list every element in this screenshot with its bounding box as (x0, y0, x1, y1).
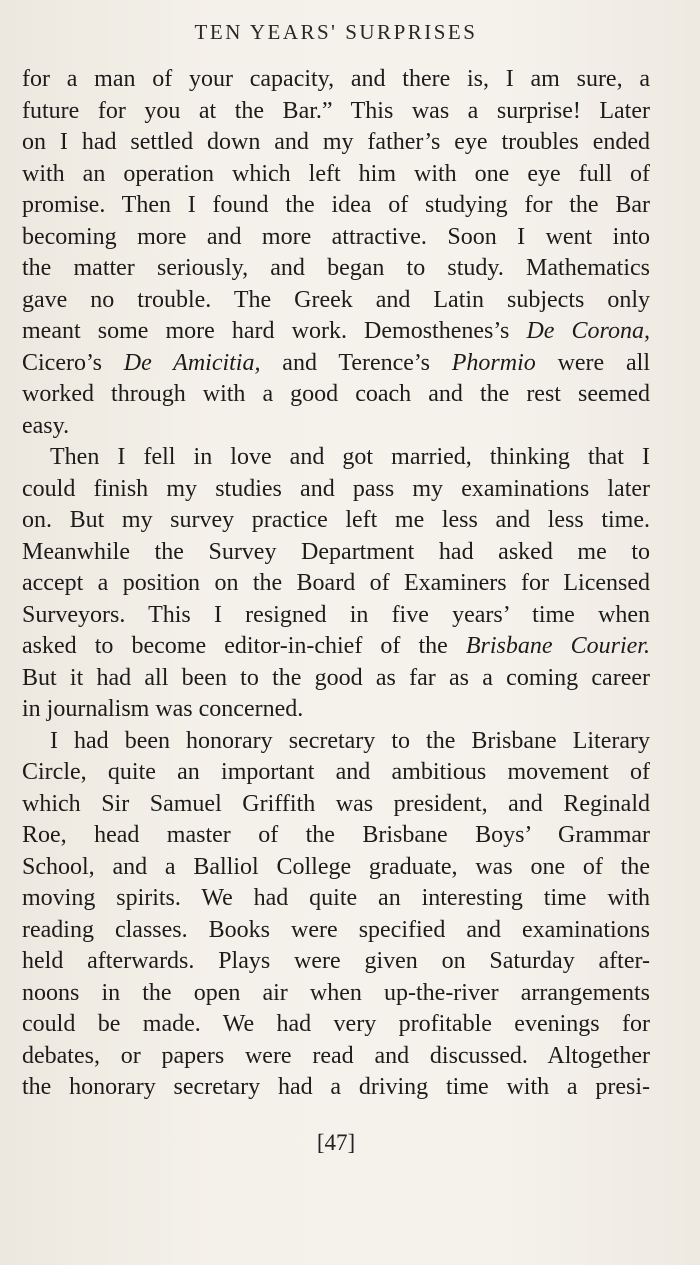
paragraph-1 (22, 64, 650, 442)
text-line: which Sir Samuel Griffith was president, and Reginald (22, 790, 650, 817)
text-line: Then I fell in love and got married, thinking that I (50, 444, 650, 470)
text-line: held afterwards. Plays were given on Saturday after- (22, 948, 650, 974)
text-line: on I had settled down and my father’s eye troubles ended (22, 129, 650, 155)
page-number: [47] (316, 1130, 356, 1155)
text-line: But it had all been to the good as far as a coming career (22, 664, 650, 691)
text-line: with an operation which left him with one eye full of (22, 160, 650, 187)
text-line: future for you at the Bar.” This was a surprise! Later (22, 97, 650, 124)
italic-title: Phormio (451, 349, 536, 376)
text-line: for a man of your capacity, and there is, I am sure, a (22, 66, 650, 92)
text-line: moving spirits. We had quite an interesting time with (22, 885, 650, 911)
text-line: worked through with a good coach and the rest seemed (22, 381, 650, 407)
text-line: Circle, quite an important and ambitious movement of (22, 759, 650, 785)
running-head: TEN YEARS' SURPRISES (194, 20, 478, 44)
text-line: Cicero’s De Amicitia, and Terence’s Phormio were all (22, 349, 650, 376)
text-line: in journalism was concerned. (22, 696, 304, 722)
text-line: Meanwhile the Survey Department had asked me to (22, 538, 650, 565)
text-line: School, and a Balliol College graduate, was one of the (22, 853, 650, 880)
text-line: meant some more hard work. Demosthenes’s De Corona, (22, 318, 650, 344)
italic-title: De Amicitia, (123, 349, 261, 376)
italic-title: Brisbane Courier. (465, 633, 650, 659)
italic-title: De Corona, (526, 318, 650, 344)
text-line: could finish my studies and pass my examinations later (22, 475, 650, 502)
text-line: accept a position on the Board of Examiners for Licensed (22, 570, 650, 596)
text-line: promise. Then I found the idea of studying for the Bar (22, 192, 650, 218)
text-line: asked to become editor-in-chief of the Brisbane Courier. (22, 633, 650, 659)
text-line: easy. (22, 412, 70, 439)
text-line: the honorary secretary had a driving time with a presi- (22, 1074, 650, 1100)
text-line: Roe, head master of the Brisbane Boys’ Grammar (22, 822, 650, 848)
text-line: I had been honorary secretary to the Brisbane Literary (50, 727, 650, 754)
text-line: gave no trouble. The Greek and Latin subjects only (22, 286, 650, 313)
text-line: the matter seriously, and began to study. Mathematics (22, 255, 650, 281)
text-line: on. But my survey practice left me less and less time. (22, 507, 650, 533)
body-text (22, 64, 650, 1104)
book-page (22, 0, 650, 1265)
text-line: Surveyors. This I resigned in five years’ time when (22, 601, 650, 628)
text-line: debates, or papers were read and discussed. Altogether (22, 1042, 650, 1069)
paragraph-3 (22, 726, 650, 1104)
paragraph-2 (22, 442, 650, 726)
text-line: becoming more and more attractive. Soon I went into (22, 223, 650, 250)
text-line: noons in the open air when up-the-river arrangements (22, 979, 650, 1006)
text-line: could be made. We had very profitable evenings for (22, 1011, 650, 1037)
text-line: reading classes. Books were specified and examinations (22, 916, 650, 943)
